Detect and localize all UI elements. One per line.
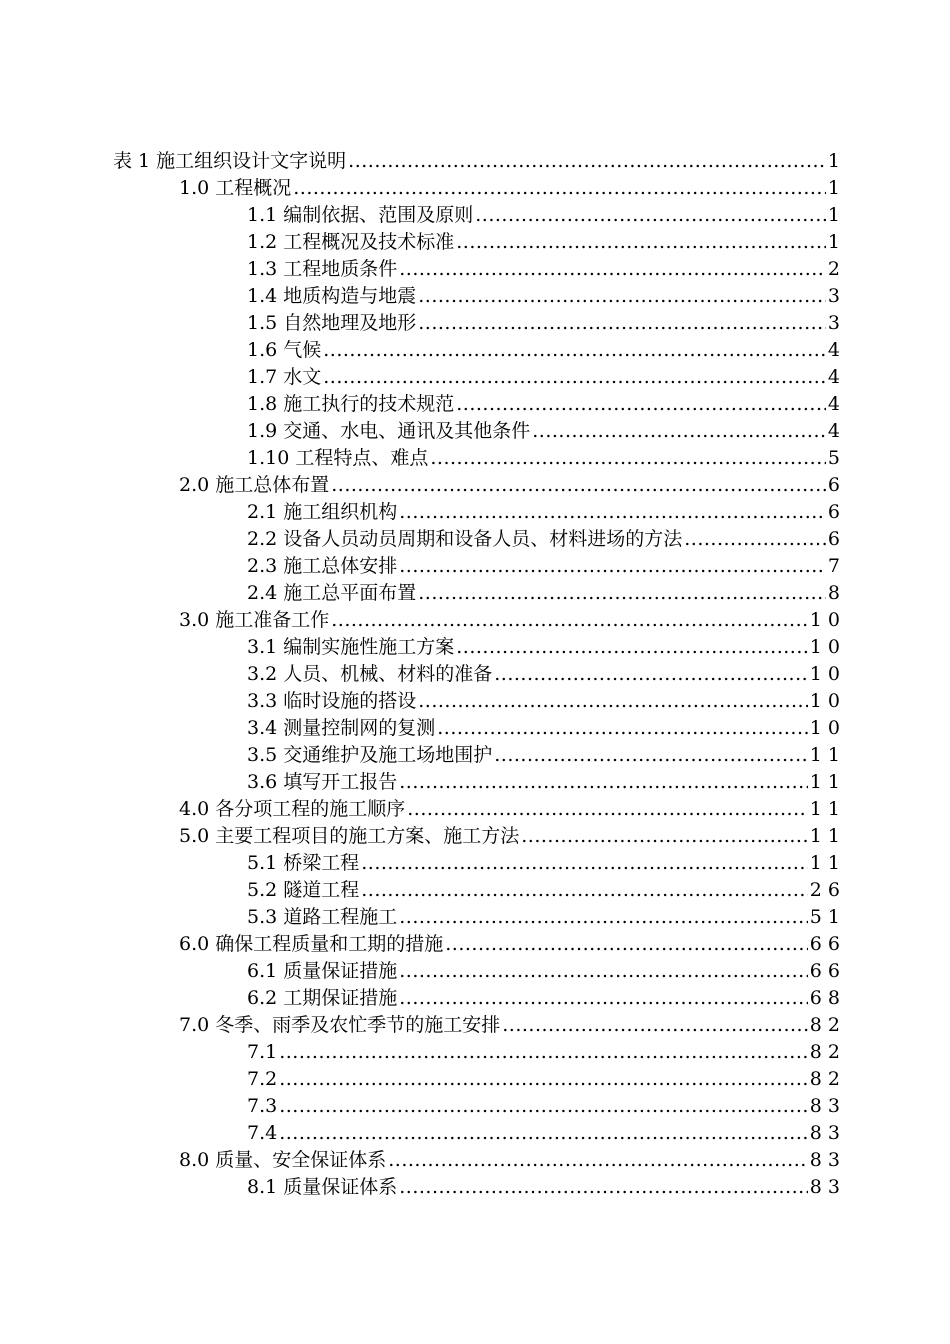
toc-dot-leader [418, 310, 826, 337]
toc-entry[interactable] [0, 958, 950, 985]
toc-dot-leader [348, 148, 826, 175]
toc-entry-title: 8.0 质量、安全保证体系 [179, 1149, 387, 1171]
toc-entry-title: 3.4 测量控制网的复测 [247, 717, 436, 739]
toc-entry-title: 1.3 工程地质条件 [247, 258, 398, 280]
toc-dot-leader [437, 715, 808, 742]
toc-dot-leader [399, 256, 826, 283]
toc-page-number: 4 [827, 420, 840, 442]
toc-entry[interactable] [0, 229, 950, 256]
toc-entry-title: 8.1 质量保证体系 [247, 1176, 398, 1198]
toc-entry-title: 1.10 工程特点、难点 [247, 447, 429, 469]
toc-page-number: 1 0 [809, 636, 840, 658]
toc-entry-title: 7.3 [247, 1095, 278, 1117]
toc-entry-title: 7.0 冬季、雨季及农忙季节的施工安排 [179, 1014, 501, 1036]
toc-entry-title: 4.0 各分项工程的施工顺序 [179, 798, 406, 820]
toc-entry[interactable] [0, 1120, 950, 1147]
toc-entry[interactable] [0, 499, 950, 526]
toc-entry[interactable] [0, 904, 950, 931]
toc-dot-leader [279, 1093, 808, 1120]
toc-entry-title: 2.4 施工总平面布置 [247, 582, 417, 604]
toc-dot-leader [388, 1147, 808, 1174]
toc-page-number: 6 6 [809, 960, 840, 982]
toc-entry[interactable] [0, 418, 950, 445]
toc-entry[interactable] [0, 1039, 950, 1066]
toc-entry[interactable] [0, 607, 950, 634]
toc-page-number: 4 [827, 366, 840, 388]
toc-page-number: 4 [827, 393, 840, 415]
toc-entry-title: 1.4 地质构造与地震 [247, 285, 417, 307]
toc-dot-leader [331, 472, 826, 499]
toc-dot-leader [532, 418, 826, 445]
toc-entry[interactable] [0, 688, 950, 715]
toc-dot-leader [456, 229, 826, 256]
toc-dot-leader [521, 823, 808, 850]
toc-dot-leader [502, 1012, 808, 1039]
toc-page-number: 1 0 [809, 690, 840, 712]
toc-entry[interactable] [0, 742, 950, 769]
toc-page-number: 8 [827, 582, 840, 604]
toc-dot-leader [456, 391, 826, 418]
toc-entry-title: 1.0 工程概况 [179, 177, 292, 199]
toc-dot-leader [456, 634, 808, 661]
toc-entry-title: 6.1 质量保证措施 [247, 960, 398, 982]
toc-entry-title: 3.6 填写开工报告 [247, 771, 398, 793]
toc-page-number: 1 1 [809, 825, 840, 847]
toc-entry-title: 1.6 气候 [247, 339, 322, 361]
toc-entry[interactable] [0, 364, 950, 391]
toc-dot-leader [494, 742, 808, 769]
toc-page-number: 1 1 [809, 852, 840, 874]
toc-entry-title: 2.3 施工总体安排 [247, 555, 398, 577]
toc-entry-title: 5.2 隧道工程 [247, 879, 360, 901]
toc-dot-leader [399, 958, 808, 985]
toc-dot-leader [407, 796, 808, 823]
toc-entry-title: 1.8 施工执行的技术规范 [247, 393, 455, 415]
toc-dot-leader [494, 661, 808, 688]
toc-page-number: 1 [827, 177, 840, 199]
toc-entry[interactable] [0, 445, 950, 472]
toc-dot-leader [361, 850, 808, 877]
toc-entry[interactable] [0, 337, 950, 364]
toc-entry-title: 5.0 主要工程项目的施工方案、施工方法 [179, 825, 520, 847]
toc-entry[interactable] [0, 634, 950, 661]
toc-entry-title: 2.0 施工总体布置 [179, 474, 330, 496]
toc-entry[interactable] [0, 877, 950, 904]
toc-entry-title: 2.1 施工组织机构 [247, 501, 398, 523]
toc-page-number: 5 [827, 447, 840, 469]
toc-entry[interactable] [0, 283, 950, 310]
toc-entry[interactable] [0, 256, 950, 283]
toc-entry[interactable] [0, 661, 950, 688]
toc-entry[interactable] [0, 148, 950, 175]
toc-dot-leader [399, 769, 808, 796]
toc-entry[interactable] [0, 715, 950, 742]
table-of-contents [0, 148, 950, 1201]
toc-page-number: 8 2 [809, 1068, 840, 1090]
toc-page-number: 6 [827, 474, 840, 496]
toc-entry[interactable] [0, 796, 950, 823]
toc-entry-title: 3.2 人员、机械、材料的准备 [247, 663, 493, 685]
toc-dot-leader [399, 553, 826, 580]
toc-page-number: 1 1 [809, 771, 840, 793]
toc-dot-leader [323, 337, 826, 364]
toc-dot-leader [430, 445, 826, 472]
toc-page-number: 8 2 [809, 1041, 840, 1063]
toc-dot-leader [279, 1066, 808, 1093]
toc-entry[interactable] [0, 526, 950, 553]
toc-entry-title: 3.0 施工准备工作 [179, 609, 330, 631]
toc-page-number: 2 6 [809, 879, 840, 901]
toc-entry-title: 1.5 自然地理及地形 [247, 312, 417, 334]
toc-entry[interactable] [0, 175, 950, 202]
toc-dot-leader [331, 607, 808, 634]
toc-entry-title: 3.1 编制实施性施工方案 [247, 636, 455, 658]
toc-entry-title: 1.7 水文 [247, 366, 322, 388]
toc-page-number: 8 2 [809, 1014, 840, 1036]
toc-page-number: 6 [827, 528, 840, 550]
toc-page-number: 6 6 [809, 933, 840, 955]
toc-page-number: 5 1 [809, 906, 840, 928]
toc-page-number: 1 0 [809, 717, 840, 739]
toc-page-number: 2 [827, 258, 840, 280]
toc-page-number: 3 [827, 285, 840, 307]
toc-page-number: 1 0 [809, 609, 840, 631]
toc-entry-title: 1.2 工程概况及技术标准 [247, 231, 455, 253]
toc-page-number: 8 3 [809, 1149, 840, 1171]
toc-entry-title: 1.9 交通、水电、通讯及其他条件 [247, 420, 531, 442]
toc-dot-leader [323, 364, 826, 391]
toc-page-number: 7 [827, 555, 840, 577]
toc-entry[interactable] [0, 985, 950, 1012]
toc-page-number: 8 3 [809, 1095, 840, 1117]
toc-entry-title: 3.5 交通维护及施工场地围护 [247, 744, 493, 766]
toc-entry[interactable] [0, 1093, 950, 1120]
toc-entry[interactable] [0, 850, 950, 877]
toc-entry-title: 7.1 [247, 1041, 278, 1063]
toc-dot-leader [279, 1039, 808, 1066]
toc-page-number: 1 1 [809, 744, 840, 766]
toc-entry-title: 5.1 桥梁工程 [247, 852, 360, 874]
toc-page-number: 1 0 [809, 663, 840, 685]
toc-entry[interactable] [0, 1012, 950, 1039]
toc-dot-leader [293, 175, 826, 202]
toc-entry-title: 1.1 编制依据、范围及原则 [247, 204, 474, 226]
toc-entry-title: 5.3 道路工程施工 [247, 906, 398, 928]
toc-page-number: 6 8 [809, 987, 840, 1009]
toc-entry[interactable] [0, 553, 950, 580]
toc-page-number: 6 [827, 501, 840, 523]
toc-page-number: 1 [827, 231, 840, 253]
toc-entry[interactable] [0, 769, 950, 796]
toc-entry[interactable] [0, 472, 950, 499]
toc-page-number: 1 [827, 204, 840, 226]
toc-dot-leader [445, 931, 808, 958]
toc-dot-leader [418, 580, 826, 607]
toc-entry-title: 3.3 临时设施的搭设 [247, 690, 417, 712]
toc-page-number: 8 3 [809, 1176, 840, 1198]
toc-entry[interactable] [0, 1174, 950, 1201]
toc-entry-title: 7.2 [247, 1068, 278, 1090]
toc-page-number: 4 [827, 339, 840, 361]
toc-dot-leader [361, 877, 808, 904]
toc-entry[interactable] [0, 580, 950, 607]
toc-page-number: 1 1 [809, 798, 840, 820]
toc-entry-title: 表 1 施工组织设计文字说明 [113, 150, 347, 172]
toc-dot-leader [684, 526, 826, 553]
toc-dot-leader [418, 688, 808, 715]
toc-entry[interactable] [0, 202, 950, 229]
toc-dot-leader [475, 202, 826, 229]
toc-entry[interactable] [0, 1147, 950, 1174]
toc-entry-title: 7.4 [247, 1122, 278, 1144]
toc-dot-leader [279, 1120, 808, 1147]
toc-dot-leader [418, 283, 826, 310]
toc-entry[interactable] [0, 823, 950, 850]
toc-entry-title: 2.2 设备人员动员周期和设备人员、材料进场的方法 [247, 528, 683, 550]
toc-page-number: 3 [827, 312, 840, 334]
toc-entry-title: 6.2 工期保证措施 [247, 987, 398, 1009]
toc-dot-leader [399, 904, 808, 931]
toc-dot-leader [399, 499, 826, 526]
toc-dot-leader [399, 985, 808, 1012]
toc-entry[interactable] [0, 1066, 950, 1093]
toc-dot-leader [399, 1174, 808, 1201]
toc-page-number: 1 [827, 150, 840, 172]
toc-entry[interactable] [0, 310, 950, 337]
toc-entry[interactable] [0, 931, 950, 958]
toc-page-number: 8 3 [809, 1122, 840, 1144]
toc-entry-title: 6.0 确保工程质量和工期的措施 [179, 933, 444, 955]
toc-entry[interactable] [0, 391, 950, 418]
